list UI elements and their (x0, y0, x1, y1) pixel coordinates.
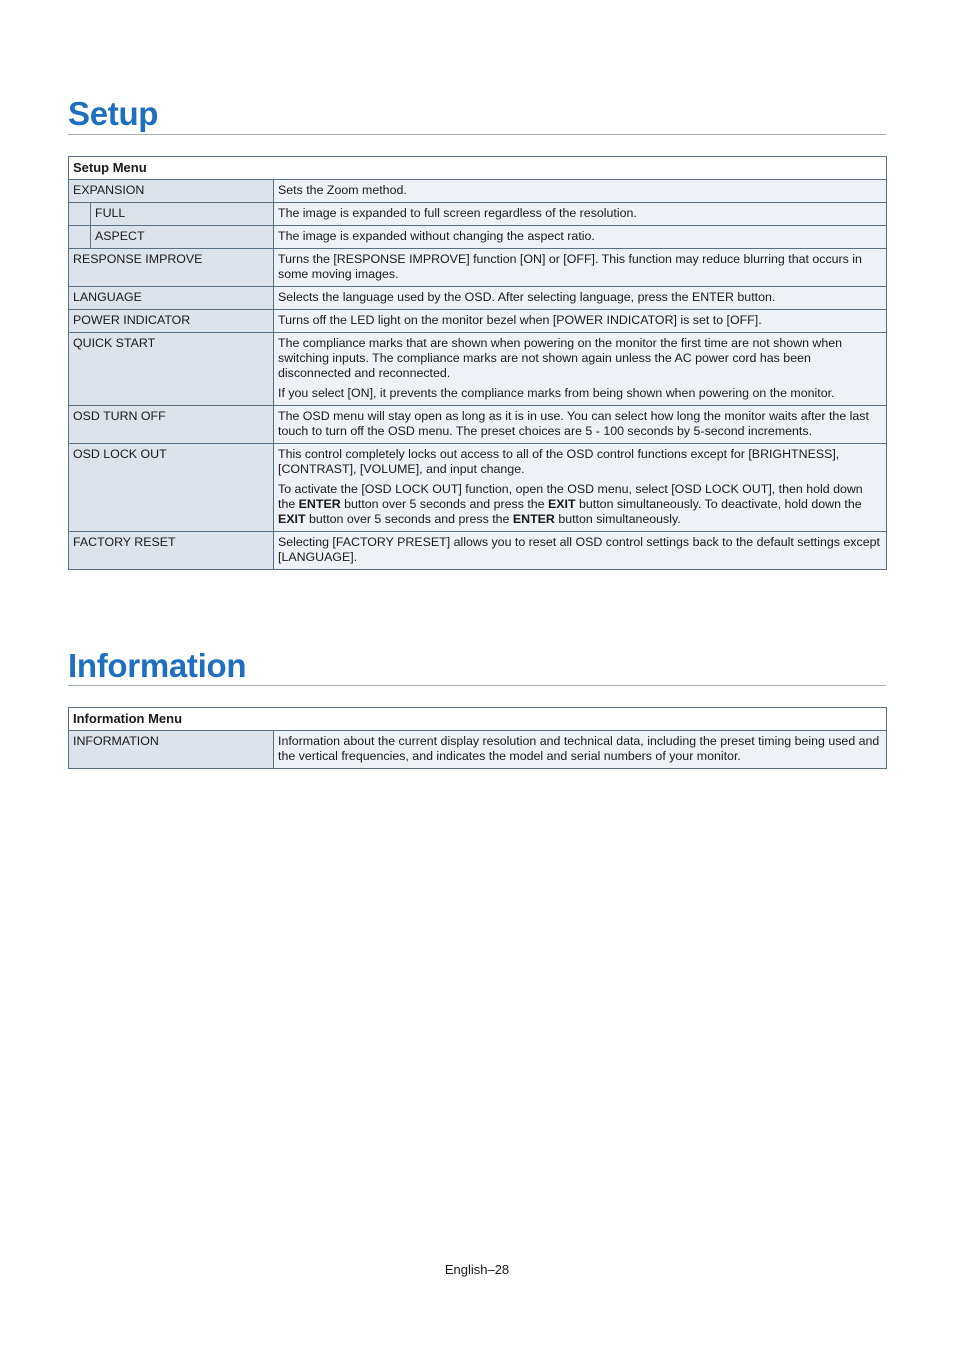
page-number: English–28 (444, 1262, 510, 1277)
row-desc-expansion: Sets the Zoom method. (274, 180, 887, 203)
row-label-power-indicator: POWER INDICATOR (69, 310, 274, 333)
row-label-factory-reset: FACTORY RESET (69, 532, 274, 570)
text-run: button simultaneously. (554, 512, 681, 526)
row-label-osd-turn-off: OSD TURN OFF (69, 406, 274, 444)
exit-keyword: EXIT (278, 512, 306, 526)
information-title-rule (68, 685, 886, 686)
text-run: button over 5 seconds and press the (340, 497, 549, 511)
osd-lock-out-paragraph-2 (278, 482, 882, 527)
exit-keyword: EXIT (548, 497, 576, 511)
row-desc-power-indicator: Turns off the LED light on the monitor bezel when [POWER INDICATOR] is set to [OFF]. (274, 310, 887, 333)
row-label-osd-lock-out: OSD LOCK OUT (69, 444, 274, 532)
information-menu-header: Information Menu (69, 708, 887, 731)
table-row (69, 287, 887, 310)
table-row (69, 310, 887, 333)
text-run: button simultaneously. To deactivate, hold down the (575, 497, 862, 511)
table-row (69, 203, 887, 226)
table-row (69, 226, 887, 249)
row-desc-aspect: The image is expanded without changing the aspect ratio. (274, 226, 887, 249)
quick-start-paragraph-1: The compliance marks that are shown when powering on the monitor the first time are not shown when switching inputs. The compliance marks are not shown again unless the AC power cord has been disconnected and reconnected. (278, 336, 843, 380)
row-desc-language: Selects the language used by the OSD. After selecting language, press the ENTER button. (274, 287, 887, 310)
table-row (69, 249, 887, 287)
table-row (69, 180, 887, 203)
setup-menu-header: Setup Menu (69, 157, 887, 180)
indent-spacer (69, 226, 91, 249)
row-desc-full: The image is expanded to full screen regardless of the resolution. (274, 203, 887, 226)
information-menu-table (68, 707, 887, 769)
row-label-expansion: EXPANSION (69, 180, 274, 203)
setup-title: Setup (68, 95, 159, 132)
row-desc-information: Information about the current display resolution and technical data, including the preset timing being used and the vertical frequencies, and indicates the model and serial numbers of your monitor. (274, 731, 887, 769)
setup-menu-table (68, 156, 887, 570)
table-row (69, 333, 887, 406)
quick-start-paragraph-2: If you select [ON], it prevents the compliance marks from being shown when powering on the monitor. (278, 386, 835, 400)
row-desc-osd-turn-off: The OSD menu will stay open as long as it is in use. You can select how long the monitor waits after the last touch to turn off the OSD menu. The preset choices are 5 - 100 seconds by 5-second increments. (274, 406, 887, 444)
table-row (69, 532, 887, 570)
row-label-response-improve: RESPONSE IMPROVE (69, 249, 274, 287)
setup-title-rule (68, 134, 886, 135)
information-menu-header-row (69, 708, 887, 731)
row-label-aspect: ASPECT (91, 226, 274, 249)
row-label-information: INFORMATION (69, 731, 274, 769)
row-label-language: LANGUAGE (69, 287, 274, 310)
indent-spacer (69, 203, 91, 226)
osd-lock-out-paragraph-1: This control completely locks out access to all of the OSD control functions except for [BRIGHTNESS], [CONTRAST], [VOLUME], and input change. (278, 447, 840, 476)
row-desc-factory-reset: Selecting [FACTORY PRESET] allows you to reset all OSD control settings back to the default settings except [LANGUAGE]. (274, 532, 887, 570)
row-label-quick-start: QUICK START (69, 333, 274, 406)
setup-menu-header-row (69, 157, 887, 180)
row-desc-response-improve: Turns the [RESPONSE IMPROVE] function [ON] or [OFF]. This function may reduce blurring that occurs in some moving images. (274, 249, 887, 287)
text-run: To activate the [OSD LOCK OUT] function, open the OSD menu, select [OSD LOCK OUT], then hold down the (278, 482, 863, 511)
enter-keyword: ENTER (512, 512, 555, 526)
table-row (69, 444, 887, 532)
row-desc-quick-start (274, 333, 887, 406)
row-desc-osd-lock-out (274, 444, 887, 532)
table-row (69, 731, 887, 769)
enter-keyword: ENTER (298, 497, 341, 511)
row-label-full: FULL (91, 203, 274, 226)
text-run: button over 5 seconds and press the (305, 512, 513, 526)
information-title: Information (68, 647, 247, 684)
table-row (69, 406, 887, 444)
